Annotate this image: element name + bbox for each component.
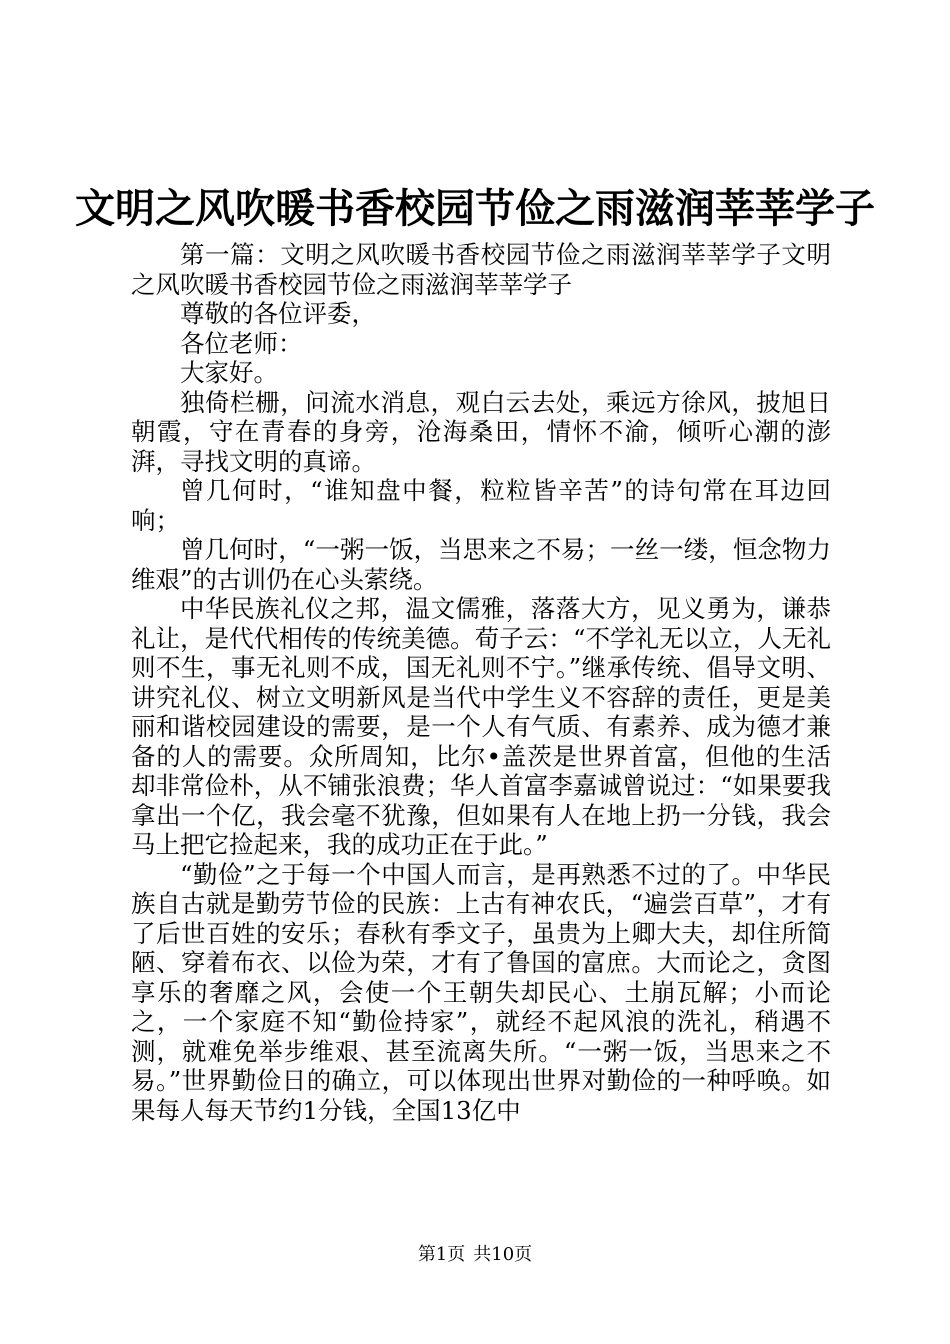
paragraph: 尊敬的各位评委， xyxy=(180,299,376,328)
page-number: 第1页 xyxy=(417,1244,466,1265)
paragraph: 独倚栏栅，问流水消息，观白云去处，乘远方徐风，披旭日朝霞，守在青春的身旁，沧海桑田，情怀不渝，倾听心潮的澎湃，寻找文明的真谛。 xyxy=(131,387,831,476)
page-footer xyxy=(0,1243,950,1267)
document-body xyxy=(131,240,831,1125)
paragraph: 各位老师： xyxy=(180,328,303,358)
paragraph: 大家好。 xyxy=(180,358,278,387)
paragraph: 曾几何时，“一粥一饭，当思来之不易；一丝一缕，恒念物力维艰”的古训仍在心头萦绕。 xyxy=(131,535,831,594)
paragraph: 中华民族礼仪之邦，温文儒雅，落落大方，见义勇为，谦恭礼让，是代代相传的传统美德。荀子云：“不学礼无以立，人无礼则不生，事无礼则不成，国无礼则不宁。”继承传统、倡导文明、讲究礼仪、树立文明新风是当代中学生义不容辞的责任，更是美丽和谐校园建设的需要，是一个人有气质、有素养、成为德才兼备的人的需要。众所周知，比尔•盖茨是世界首富，但他的生活却非常俭朴，从不铺张浪费；华人首富李嘉诚曾说过：“如果要我拿出一个亿，我会毫不犹豫，但如果有人在地上扔一分钱，我会马上把它捡起来，我的成功正在于此。” xyxy=(131,594,831,859)
paragraph: 第一篇：文明之风吹暖书香校园节俭之雨滋润莘莘学子文明之风吹暖书香校园节俭之雨滋润莘莘学子 xyxy=(131,240,831,299)
document-title: 文明之风吹暖书香校园节俭之雨滋润莘莘学子 xyxy=(75,185,875,232)
paragraph: 曾几何时，“谁知盘中餐，粒粒皆辛苦”的诗句常在耳边回响； xyxy=(131,476,831,535)
paragraph: “勤俭”之于每一个中国人而言，是再熟悉不过的了。中华民族自古就是勤劳节俭的民族：上古有神农氏，“遍尝百草”，才有了后世百姓的安乐；春秋有季文子，虽贵为上卿大夫，却住所简陋、穿着布衣、以俭为荣，才有了鲁国的富庶。大而论之，贪图享乐的奢靡之风，会使一个王朝失却民心、土崩瓦解；小而论之，一个家庭不知“勤俭持家”，就经不起风浪的洗礼，稍遇不测，就难免举步维艰、甚至流离失所。“一粥一饭，当思来之不易。”世界勤俭日的确立，可以体现出世界对勤俭的一种呼唤。如果每人每天节约1分钱，全国13亿中 xyxy=(131,859,831,1125)
page-total: 共10页 xyxy=(473,1244,533,1265)
